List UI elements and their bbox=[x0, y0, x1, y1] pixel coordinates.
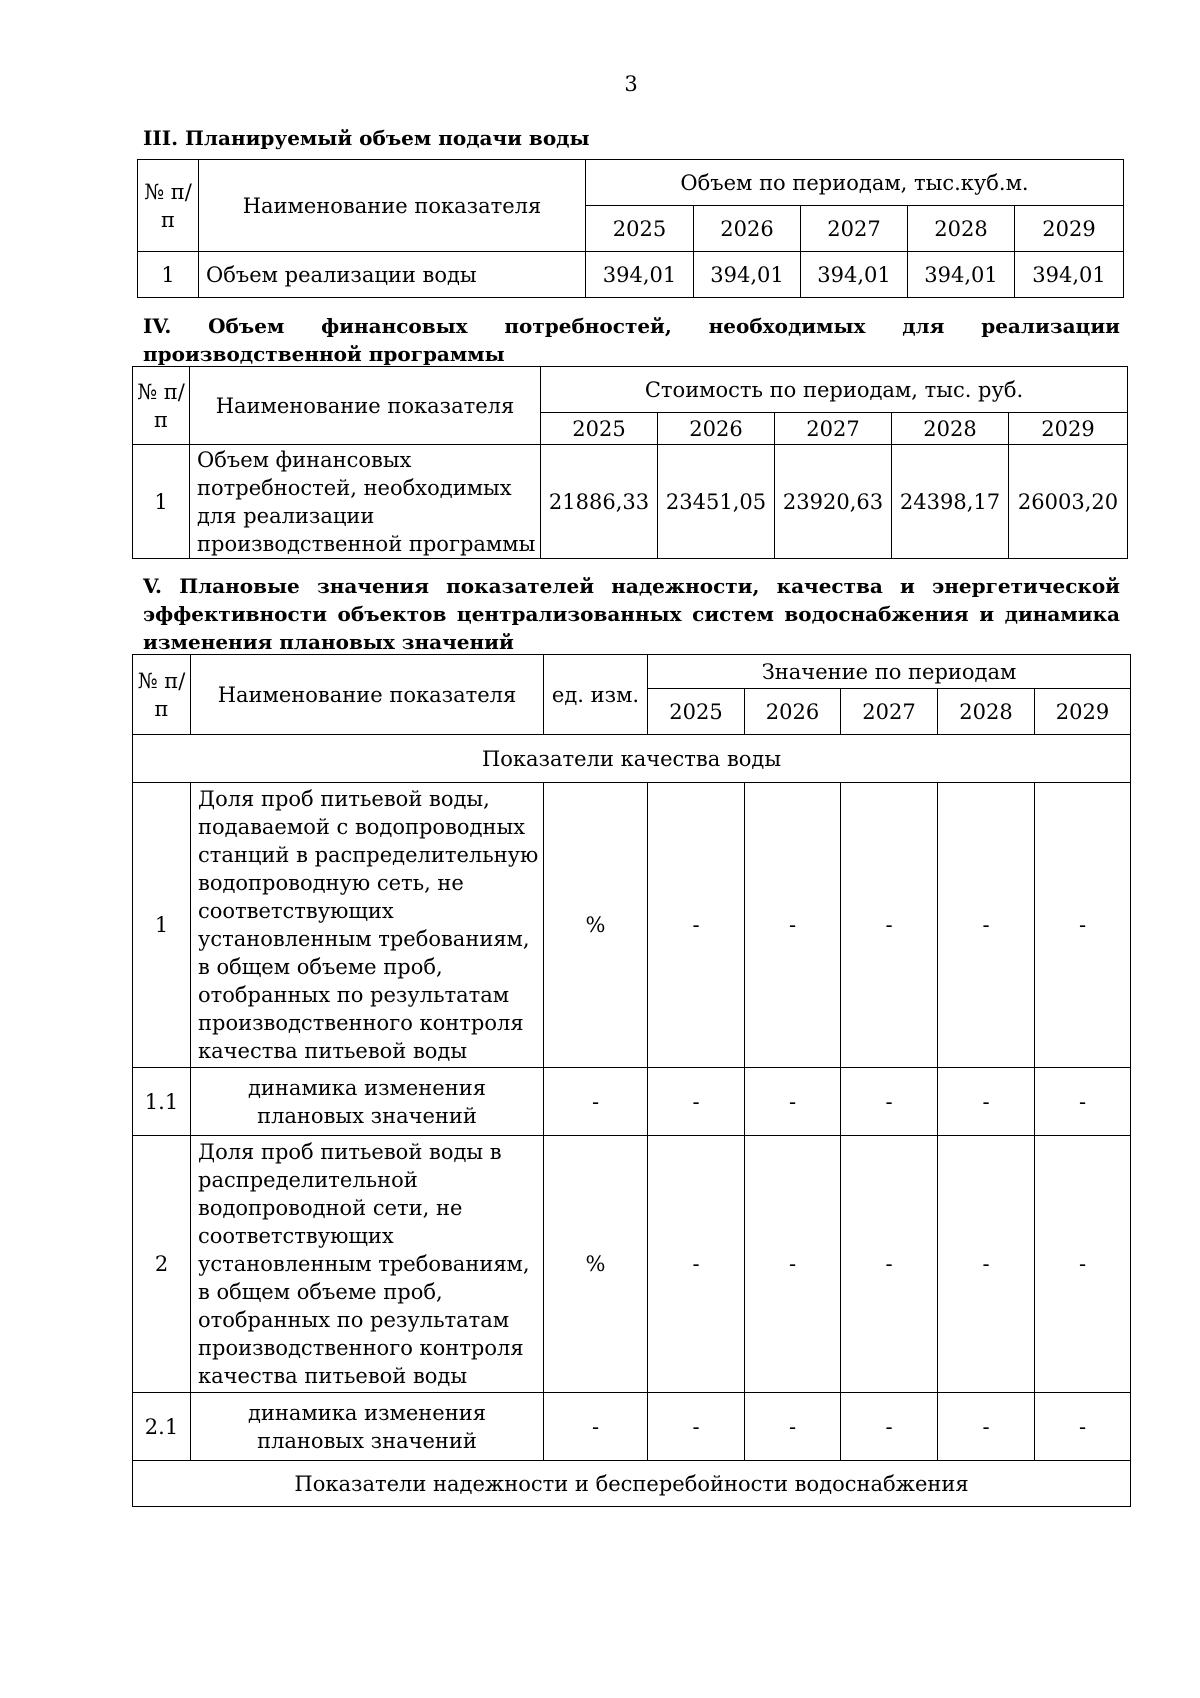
col-num-header: № п/п bbox=[133, 655, 191, 735]
table-row bbox=[133, 1393, 1131, 1461]
row-value: - bbox=[745, 783, 841, 1068]
row-value: 394,01 bbox=[694, 252, 801, 298]
year-header: 2027 bbox=[841, 689, 938, 735]
group-header-water-quality: Показатели качества воды bbox=[133, 735, 1131, 783]
row-name: динамика изменения плановых значений bbox=[191, 1068, 544, 1136]
row-num: 1 bbox=[133, 783, 191, 1068]
col-unit-header: ед. изм. bbox=[544, 655, 648, 735]
year-header: 2028 bbox=[892, 413, 1009, 445]
row-num: 2.1 bbox=[133, 1393, 191, 1461]
year-header: 2029 bbox=[1015, 206, 1124, 252]
row-num: 1 bbox=[133, 445, 190, 559]
row-value: - bbox=[938, 1068, 1035, 1136]
row-value: - bbox=[648, 1393, 745, 1461]
row-value: - bbox=[938, 783, 1035, 1068]
col-num-header: № п/п bbox=[133, 367, 190, 445]
row-num: 1 bbox=[138, 252, 199, 298]
row-unit: - bbox=[544, 1393, 648, 1461]
section-4-title: IV. Объем финансовых потребностей, необходимых для реализации производственной программы bbox=[143, 314, 1120, 366]
col-name-header: Наименование показателя bbox=[199, 160, 586, 252]
row-value: - bbox=[745, 1393, 841, 1461]
row-name: Доля проб питьевой воды в распределительной водопроводной сети, не соответствующих установленным требованиям, в общем объеме проб, отобранных по результатам производственного контроля качества питьевой воды bbox=[191, 1136, 544, 1393]
year-header: 2025 bbox=[648, 689, 745, 735]
table-row bbox=[133, 1068, 1131, 1136]
row-value: - bbox=[841, 1393, 938, 1461]
row-value: - bbox=[1035, 1393, 1131, 1461]
row-value: - bbox=[841, 1068, 938, 1136]
section-5-title: V. Плановые значения показателей надежности, качества и энергетической эффективности объектов централизованных систем водоснабжения и динамика изменения плановых значений bbox=[143, 574, 1120, 654]
row-name: динамика изменения плановых значений bbox=[191, 1393, 544, 1461]
row-value: - bbox=[745, 1068, 841, 1136]
row-value: - bbox=[841, 783, 938, 1068]
period-header: Объем по периодам, тыс.куб.м. bbox=[586, 160, 1124, 206]
row-value: - bbox=[745, 1136, 841, 1393]
row-name: Объем финансовых потребностей, необходимых для реализации производственной программы bbox=[190, 445, 541, 559]
row-value: 394,01 bbox=[801, 252, 908, 298]
table-row bbox=[133, 445, 1128, 559]
period-header: Стоимость по периодам, тыс. руб. bbox=[541, 367, 1128, 413]
row-value: 24398,17 bbox=[892, 445, 1009, 559]
table-row bbox=[133, 1136, 1131, 1393]
row-num: 1.1 bbox=[133, 1068, 191, 1136]
year-header: 2025 bbox=[586, 206, 694, 252]
year-header: 2025 bbox=[541, 413, 658, 445]
row-value: - bbox=[648, 1068, 745, 1136]
table-row bbox=[133, 783, 1131, 1068]
row-value: 394,01 bbox=[586, 252, 694, 298]
row-value: 394,01 bbox=[908, 252, 1015, 298]
row-name: Объем реализации воды bbox=[199, 252, 586, 298]
row-num: 2 bbox=[133, 1136, 191, 1393]
col-num-header: № п/п bbox=[138, 160, 199, 252]
year-header: 2026 bbox=[745, 689, 841, 735]
row-value: - bbox=[648, 783, 745, 1068]
row-value: 21886,33 bbox=[541, 445, 658, 559]
section-3-title: III. Планируемый объем подачи воды bbox=[143, 126, 590, 150]
col-name-header: Наименование показателя bbox=[191, 655, 544, 735]
row-value: - bbox=[648, 1136, 745, 1393]
group-header-reliability: Показатели надежности и бесперебойности водоснабжения bbox=[133, 1461, 1131, 1507]
financial-needs-table bbox=[132, 366, 1128, 559]
row-value: - bbox=[1035, 783, 1131, 1068]
year-header: 2029 bbox=[1009, 413, 1128, 445]
row-value: 23920,63 bbox=[775, 445, 892, 559]
water-supply-table bbox=[137, 159, 1124, 298]
table-row bbox=[138, 252, 1124, 298]
year-header: 2027 bbox=[775, 413, 892, 445]
year-header: 2027 bbox=[801, 206, 908, 252]
row-value: 26003,20 bbox=[1009, 445, 1128, 559]
row-value: - bbox=[1035, 1068, 1131, 1136]
page-number: 3 bbox=[624, 72, 638, 96]
year-header: 2028 bbox=[908, 206, 1015, 252]
year-header: 2028 bbox=[938, 689, 1035, 735]
row-unit: - bbox=[544, 1068, 648, 1136]
col-name-header: Наименование показателя bbox=[190, 367, 541, 445]
row-unit: % bbox=[544, 783, 648, 1068]
year-header: 2026 bbox=[658, 413, 775, 445]
period-header: Значение по периодам bbox=[648, 655, 1131, 689]
row-value: - bbox=[1035, 1136, 1131, 1393]
indicators-table bbox=[132, 654, 1131, 1507]
row-value: - bbox=[938, 1393, 1035, 1461]
row-name: Доля проб питьевой воды, подаваемой с водопроводных станций в распределительную водопроводную сеть, не соответствующих установленным требованиям, в общем объеме проб, отобранных по результатам производственного контроля качества питьевой воды bbox=[191, 783, 544, 1068]
row-value: 23451,05 bbox=[658, 445, 775, 559]
row-value: 394,01 bbox=[1015, 252, 1124, 298]
row-unit: % bbox=[544, 1136, 648, 1393]
row-value: - bbox=[938, 1136, 1035, 1393]
year-header: 2029 bbox=[1035, 689, 1131, 735]
row-value: - bbox=[841, 1136, 938, 1393]
year-header: 2026 bbox=[694, 206, 801, 252]
